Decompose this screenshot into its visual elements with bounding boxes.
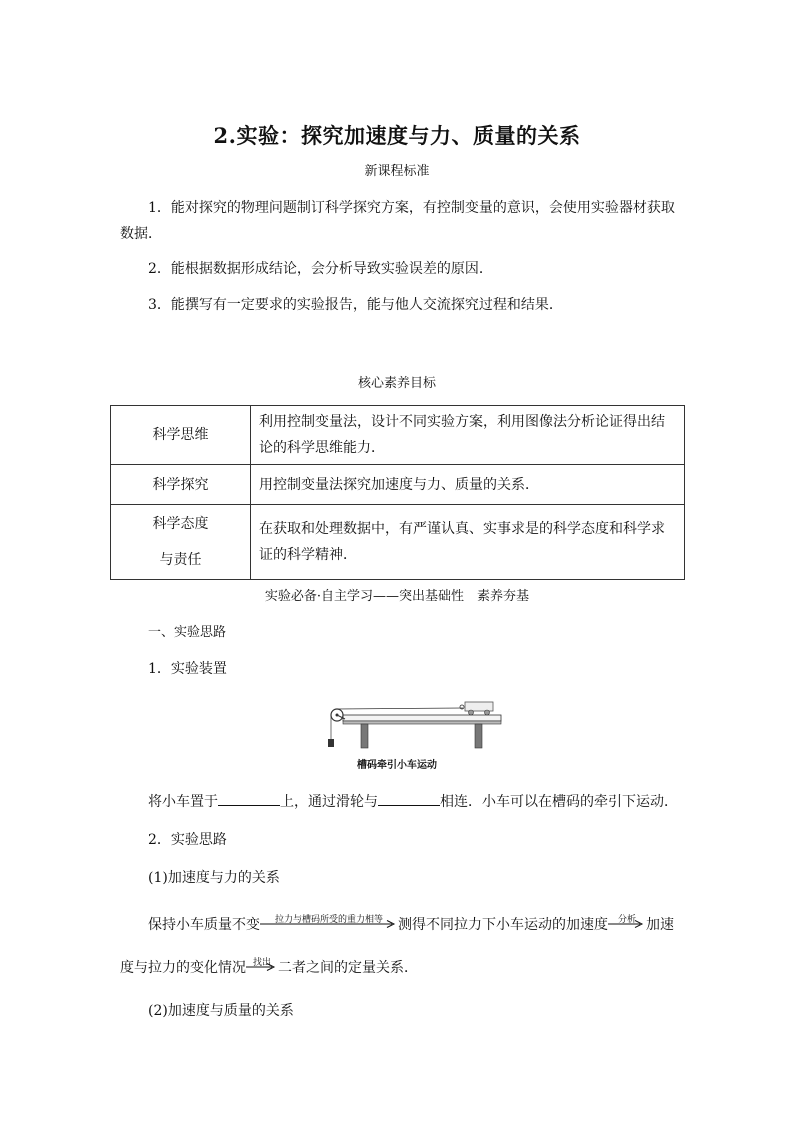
flow-line-2: [120, 955, 418, 981]
row-label-line1: 科学态度: [152, 516, 209, 532]
sentence-part: 上，通过滑轮与: [280, 794, 378, 810]
fill-in-sentence: [148, 789, 678, 815]
flow-step: 加速: [646, 917, 674, 933]
standards-heading: 新课程标准: [364, 164, 430, 179]
standard-item-2: 2．能根据数据形成结论，会分析导致实验误差的原因．: [148, 261, 493, 277]
page-title: 2.实验：探究加速度与力、质量的关系: [213, 123, 581, 148]
table-row: [111, 465, 685, 505]
answer-blank[interactable]: [378, 789, 440, 806]
row-content: 用控制变量法探究加速度与力、质量的关系．: [251, 465, 685, 505]
row-label: [111, 505, 251, 580]
sub-heading-1: (1)加速度与力的关系: [148, 870, 280, 886]
flow-step: 二者之间的定量关系．: [278, 960, 418, 976]
core-heading: 核心素养目标: [357, 376, 436, 391]
cart-apparatus-figure: [315, 695, 505, 755]
flow-step: 保持小车质量不变: [148, 917, 260, 933]
flow-arrow: [608, 915, 646, 929]
section-heading: 实验必备·自主学习——突出基础性 素养夯基: [264, 589, 530, 604]
row-label-line2: 与责任: [159, 552, 202, 568]
table-row: [111, 406, 685, 465]
core-literacy-table: [110, 405, 685, 580]
flow-arrow: [246, 958, 278, 972]
row-content: 利用控制变量法，设计不同实验方案，利用图像法分析论证得出结论的科学思维能力．: [251, 406, 685, 465]
flow-line-1: [148, 912, 674, 938]
row-content: 在获取和处理数据中，有严谨认真、实事求是的科学态度和科学求证的科学精神．: [251, 505, 685, 580]
flow-arrow: [260, 915, 398, 929]
sentence-part: 将小车置于: [148, 794, 218, 810]
figure-caption: 槽码牵引小车运动: [357, 760, 437, 771]
item-heading-1: 1．实验装置: [148, 661, 227, 677]
standard-item-1: 1．能对探究的物理问题制订科学探究方案，有控制变量的意识，会使用实验器材获取数据．: [120, 200, 675, 242]
sentence-part: 相连．小车可以在槽码的牵引下运动．: [440, 794, 678, 810]
answer-blank[interactable]: [218, 789, 280, 806]
arrow-label: 找出: [252, 958, 271, 968]
arrow-label: 拉力与槽码所受的重力相等: [274, 915, 383, 925]
arrow-label: 分析: [617, 915, 636, 925]
sub-heading-2: (2)加速度与质量的关系: [148, 1003, 294, 1019]
part-heading: 一、实验思路: [148, 625, 227, 640]
table-row: [111, 505, 685, 580]
item-heading-2: 2．实验思路: [148, 832, 227, 848]
flow-step: 测得不同拉力下小车运动的加速度: [398, 917, 608, 933]
row-label: 科学思维: [111, 406, 251, 465]
flow-step: 度与拉力的变化情况: [120, 960, 246, 976]
standard-item-3: 3．能撰写有一定要求的实验报告，能与他人交流探究过程和结果．: [148, 297, 563, 313]
row-label: 科学探究: [111, 465, 251, 505]
